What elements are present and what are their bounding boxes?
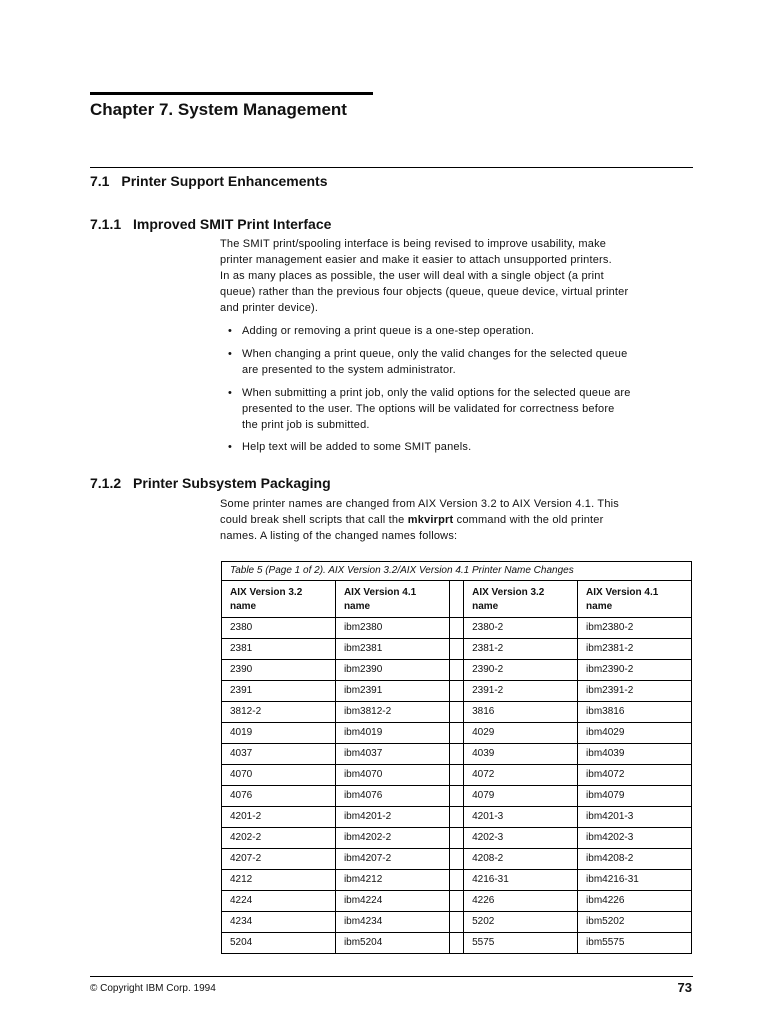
column-gap: [449, 581, 463, 618]
column-header: AIX Version 4.1 name: [578, 581, 692, 618]
bullet-item: [220, 346, 696, 378]
paragraph-line: The SMIT print/spooling interface is being revised to improve usability, make: [220, 238, 607, 250]
table-cell: ibm2380: [335, 618, 449, 639]
table-cell: ibm2381: [335, 639, 449, 660]
table-cell: ibm4039: [578, 744, 692, 765]
table-cell: ibm4201-2: [335, 807, 449, 828]
table-cell: 4202-2: [222, 828, 336, 849]
column-header: AIX Version 4.1 name: [335, 581, 449, 618]
page-number: 73: [677, 980, 692, 995]
table-cell: 4234: [222, 912, 336, 933]
table-row: [222, 723, 692, 744]
table-cell: ibm5202: [578, 912, 692, 933]
packaging-paragraph: [220, 496, 696, 544]
bullet-item: [220, 385, 696, 433]
section-heading: [90, 173, 328, 189]
table-row: [222, 681, 692, 702]
table-cell: ibm4226: [578, 891, 692, 912]
table-cell: 4037: [222, 744, 336, 765]
table-cell: ibm4202-2: [335, 828, 449, 849]
bullet-line: are presented to the system administrator.: [242, 364, 456, 376]
feature-bullet-list: [220, 439, 696, 455]
table-cell: ibm3816: [578, 702, 692, 723]
paragraph-line: In as many places as possible, the user will deal with a single object (a print: [220, 270, 604, 282]
table-cell: ibm4037: [335, 744, 449, 765]
gap-cell: [449, 891, 463, 912]
table-cell: 2390-2: [464, 660, 578, 681]
paragraph-line: and printer device).: [220, 302, 319, 314]
table-cell: ibm2381-2: [578, 639, 692, 660]
gap-cell: [449, 618, 463, 639]
table-row: [222, 933, 692, 954]
table-cell: 3812-2: [222, 702, 336, 723]
bullet-item: [220, 323, 696, 339]
feature-bullet-list: [220, 323, 696, 339]
table-row: [222, 828, 692, 849]
gap-cell: [449, 723, 463, 744]
feature-bullet-list: [220, 346, 696, 378]
gap-cell: [449, 912, 463, 933]
table-cell: 4207-2: [222, 849, 336, 870]
table-cell: 5575: [464, 933, 578, 954]
command-name: mkvirprt: [407, 514, 454, 526]
table-row: [222, 702, 692, 723]
table-row: [222, 870, 692, 891]
bullet-item: [220, 439, 696, 455]
table-cell: ibm4202-3: [578, 828, 692, 849]
table-row: [222, 660, 692, 681]
bullet-line: When changing a print queue, only the valid changes for the selected queue: [242, 348, 628, 360]
gap-cell: [449, 681, 463, 702]
table-cell: 2380: [222, 618, 336, 639]
copyright-notice: © Copyright IBM Corp. 1994: [90, 983, 216, 994]
subsection-1-body: [220, 236, 696, 316]
chapter-title: Chapter 7. System Management: [90, 100, 347, 119]
table-cell: 4039: [464, 744, 578, 765]
table-cell: 4216-31: [464, 870, 578, 891]
table-cell: ibm5575: [578, 933, 692, 954]
gap-cell: [449, 639, 463, 660]
table-cell: ibm2391: [335, 681, 449, 702]
table-cell: ibm4076: [335, 786, 449, 807]
gap-cell: [449, 660, 463, 681]
table-cell: ibm4216-31: [578, 870, 692, 891]
table-cell: ibm3812-2: [335, 702, 449, 723]
table-cell: 4226: [464, 891, 578, 912]
table-cell: 4201-3: [464, 807, 578, 828]
table-cell: ibm5204: [335, 933, 449, 954]
bullet-icon: •: [228, 387, 233, 399]
table-cell: 4212: [222, 870, 336, 891]
table-cell: ibm2391-2: [578, 681, 692, 702]
table-cell: 4208-2: [464, 849, 578, 870]
table-row: [222, 891, 692, 912]
table-cell: 4076: [222, 786, 336, 807]
table-cell: ibm4224: [335, 891, 449, 912]
bullet-line: Adding or removing a print queue is a one-step operation.: [242, 325, 535, 337]
table-cell: 2391-2: [464, 681, 578, 702]
bullet-icon: •: [228, 348, 233, 360]
subsection-2-body: [220, 496, 696, 544]
feature-bullet-list: [220, 385, 696, 433]
table-cell: ibm4029: [578, 723, 692, 744]
gap-cell: [449, 828, 463, 849]
table-cell: 4079: [464, 786, 578, 807]
subsection-1-heading: [90, 216, 331, 232]
table-cell: 4201-2: [222, 807, 336, 828]
chapter-rule: [90, 92, 373, 95]
column-header: AIX Version 3.2 name: [222, 581, 336, 618]
gap-cell: [449, 765, 463, 786]
column-header: AIX Version 3.2 name: [464, 581, 578, 618]
gap-cell: [449, 933, 463, 954]
table-cell: 2381: [222, 639, 336, 660]
table-cell: ibm4079: [578, 786, 692, 807]
gap-cell: [449, 786, 463, 807]
subsection-2-heading: [90, 475, 331, 491]
table-cell: ibm2390-2: [578, 660, 692, 681]
table-cell: 5202: [464, 912, 578, 933]
bullet-line: the print job is submitted.: [242, 419, 370, 431]
section-number: 7.1: [90, 173, 110, 189]
table-row: [222, 639, 692, 660]
gap-cell: [449, 870, 463, 891]
gap-cell: [449, 702, 463, 723]
table-cell: ibm4207-2: [335, 849, 449, 870]
table-cell: 4019: [222, 723, 336, 744]
table-row: [222, 849, 692, 870]
subsection-2-title: Printer Subsystem Packaging: [133, 475, 331, 491]
table-cell: ibm4201-3: [578, 807, 692, 828]
section-title: Printer Support Enhancements: [121, 173, 328, 189]
gap-cell: [449, 744, 463, 765]
bullet-line: presented to the user. The options will be validated for correctness before: [242, 403, 615, 415]
table-row: [222, 807, 692, 828]
table-row: [222, 618, 692, 639]
table-cell: 2381-2: [464, 639, 578, 660]
paragraph-line: names. A listing of the changed names follows:: [220, 530, 458, 542]
table-cell: 2390: [222, 660, 336, 681]
table-cell: ibm4072: [578, 765, 692, 786]
table-cell: ibm4212: [335, 870, 449, 891]
gap-cell: [449, 849, 463, 870]
paragraph-line-end: command with the old printer: [453, 514, 604, 526]
paragraph-line: Some printer names are changed from AIX Version 3.2 to AIX Version 4.1. This: [220, 498, 619, 510]
table-cell: 2391: [222, 681, 336, 702]
table-row: [222, 765, 692, 786]
subsection-1-title: Improved SMIT Print Interface: [133, 216, 332, 232]
table-row: [222, 744, 692, 765]
table-cell: ibm4234: [335, 912, 449, 933]
section-rule: [90, 167, 693, 168]
table-cell: ibm2390: [335, 660, 449, 681]
table-cell: ibm2380-2: [578, 618, 692, 639]
subsection-1-number: 7.1.1: [90, 216, 122, 232]
table-cell: 5204: [222, 933, 336, 954]
paragraph-line: printer management easier and make it easier to attach unsupported printers.: [220, 254, 612, 266]
table-cell: 4202-3: [464, 828, 578, 849]
table-row: [222, 786, 692, 807]
bullet-icon: •: [228, 325, 233, 337]
gap-cell: [449, 807, 463, 828]
table-cell: ibm4019: [335, 723, 449, 744]
printer-name-changes-table: [221, 561, 692, 954]
table-cell: ibm4208-2: [578, 849, 692, 870]
table-cell: ibm4070: [335, 765, 449, 786]
bullet-line: When submitting a print job, only the valid options for the selected queue are: [242, 387, 631, 399]
table-cell: 4070: [222, 765, 336, 786]
table-cell: 2380-2: [464, 618, 578, 639]
table-body: [222, 618, 692, 954]
table-row: [222, 912, 692, 933]
intro-paragraph: [220, 236, 696, 316]
table-header-row: [222, 581, 692, 618]
table-cell: 4072: [464, 765, 578, 786]
table-caption: Table 5 (Page 1 of 2). AIX Version 3.2/AIX Version 4.1 Printer Name Changes: [222, 562, 692, 581]
table-cell: 4029: [464, 723, 578, 744]
subsection-2-number: 7.1.2: [90, 475, 122, 491]
bullet-icon: •: [228, 441, 233, 453]
footer-rule: [90, 976, 693, 977]
paragraph-line-start: could break shell scripts that call the: [220, 514, 408, 526]
table-cell: 3816: [464, 702, 578, 723]
table-cell: 4224: [222, 891, 336, 912]
paragraph-line: queue) rather than the previous four objects (queue, queue device, virtual printer: [220, 286, 629, 298]
bullet-line: Help text will be added to some SMIT panels.: [242, 441, 472, 453]
